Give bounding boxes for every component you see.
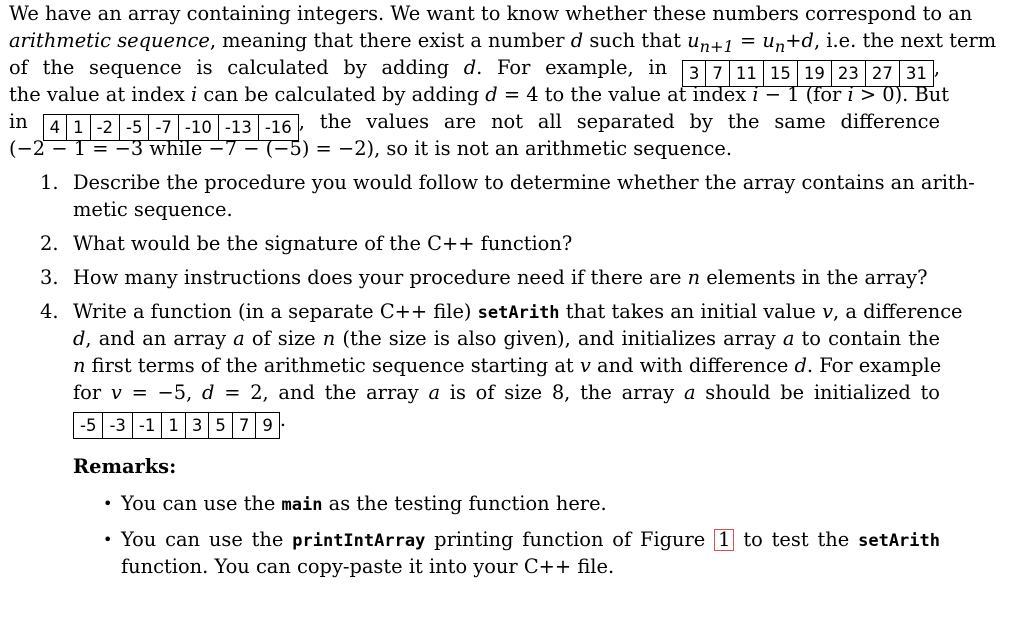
- remark-2-line-1: [121, 528, 940, 553]
- intro-text: =: [733, 29, 763, 52]
- question-4-line-3: [73, 354, 940, 378]
- array-cell: -7: [148, 115, 177, 140]
- question-number: 4.: [40, 300, 59, 323]
- array-cell: -10: [178, 115, 218, 140]
- remark-text: printing function of Figure: [425, 528, 715, 551]
- intro-text: , the values are not all separated by the same difference: [298, 110, 940, 133]
- remark-2-line-2: [121, 555, 940, 579]
- remark-text: You can use the: [121, 528, 293, 551]
- question-text: first terms of the arithmetic sequence starting at: [85, 354, 580, 377]
- intro-line-5: [9, 110, 940, 137]
- question-text: , a difference: [833, 300, 963, 323]
- question-text: for: [73, 381, 111, 404]
- array-cell: 1: [161, 413, 185, 438]
- question-text: (the size is also given), and initializes array: [335, 327, 783, 350]
- question-text: . For example: [806, 354, 942, 377]
- array-cell: -3: [102, 413, 131, 438]
- var-d: d: [485, 83, 498, 106]
- question-text: and with difference: [590, 354, 795, 377]
- intro-text: > 0). But: [853, 83, 950, 106]
- array-cell: -1: [132, 413, 161, 438]
- var-d: d: [463, 56, 477, 79]
- intro-text: in: [9, 110, 28, 133]
- intro-line-3: [9, 56, 940, 83]
- remark-text: You can use the: [121, 492, 282, 515]
- intro-line-2: [9, 29, 997, 56]
- question-text: should be initialized to: [695, 381, 940, 404]
- intro-text: We have an array containing integers. We want to know whether these numbers correspond to an: [9, 2, 973, 25]
- intro-text: (−2 − 1 = −3 while −7 − (−5) = −2), so it is not an arithmetic sequence.: [9, 137, 733, 160]
- var-a: a: [683, 381, 696, 404]
- intro-text: the value at index: [9, 83, 191, 106]
- intro-text: ,: [933, 56, 940, 79]
- var-n: n: [73, 354, 86, 377]
- var-d: d: [570, 29, 584, 52]
- var-d: d: [202, 381, 215, 404]
- intro-text: , meaning that there exist a number: [209, 29, 571, 52]
- array-cell: 11: [729, 61, 763, 86]
- question-1-line-2: [73, 198, 940, 222]
- example-array-setarith: [73, 412, 280, 439]
- array-cell: 4: [49, 118, 61, 137]
- question-text: = 2, and the array: [214, 381, 429, 404]
- question-2-line-1: [73, 232, 940, 256]
- question-text: , and an array: [85, 327, 234, 350]
- array-cell: 31: [899, 61, 933, 86]
- intro-text: . For example, in: [476, 56, 668, 79]
- var-a: a: [782, 327, 795, 350]
- array-cell: 7: [232, 413, 256, 438]
- var-u: u: [687, 29, 700, 52]
- question-text: How many instructions does your procedure need if there are: [73, 266, 688, 289]
- question-number: 3.: [40, 266, 59, 289]
- remark-text: function. You can copy-paste it into your C++ file.: [121, 555, 615, 578]
- array-cell: 9: [255, 413, 279, 438]
- question-4-line-2: [73, 327, 940, 351]
- var-u: u: [762, 29, 775, 52]
- intro-line-1: [9, 2, 973, 26]
- var-a: a: [428, 381, 441, 404]
- array-cell: 23: [831, 61, 865, 86]
- intro-text: , i.e. the next term: [813, 29, 997, 52]
- intro-line-6: [9, 137, 940, 161]
- question-number: 1.: [40, 171, 59, 194]
- array-cell: 1: [66, 115, 90, 140]
- code-setArith: setArith: [858, 531, 940, 551]
- array-cell: -16: [258, 115, 298, 140]
- question-text: that takes an initial value: [559, 300, 823, 323]
- code-setArith: setArith: [477, 303, 560, 323]
- question-4-line-1: [73, 300, 963, 324]
- array-cell: 3: [688, 64, 700, 83]
- var-d: d: [73, 327, 86, 350]
- array-cell: 7: [705, 61, 729, 86]
- array-cell: 19: [797, 61, 831, 86]
- question-text: .: [279, 408, 287, 431]
- remark-text: to test the: [734, 528, 859, 551]
- code-printIntArray: printIntArray: [292, 531, 426, 551]
- intro-text: of the sequence is calculated by adding: [9, 56, 464, 79]
- term-arithmetic-sequence: arithmetic sequence: [9, 29, 210, 52]
- intro-text: = 4 to the value at index: [497, 83, 753, 106]
- question-text: to contain the: [794, 327, 940, 350]
- intro-text: +: [785, 29, 802, 52]
- subscript-n: n: [774, 36, 786, 56]
- figure-reference-link[interactable]: 1: [714, 529, 734, 551]
- intro-line-4: [9, 83, 950, 107]
- question-text: What would be the signature of the C++ function?: [73, 232, 573, 255]
- var-n: n: [687, 266, 701, 289]
- remark-text: as the testing function here.: [322, 492, 607, 515]
- intro-text: − 1 (for: [758, 83, 848, 106]
- array-cell: -5: [119, 115, 148, 140]
- var-v: v: [579, 354, 591, 377]
- intro-text: can be calculated by adding: [197, 83, 486, 106]
- var-i: i: [752, 83, 759, 106]
- bullet-icon: •: [103, 494, 113, 513]
- question-3-line-1: [73, 266, 940, 290]
- array-cell: 5: [208, 413, 232, 438]
- var-i: i: [847, 83, 854, 106]
- question-text: elements in the array?: [700, 266, 928, 289]
- question-number: 2.: [40, 232, 59, 255]
- question-4-line-5: [73, 408, 940, 435]
- question-4-line-4: [73, 381, 940, 405]
- array-cell: 27: [865, 61, 899, 86]
- var-v: v: [110, 381, 122, 404]
- var-n: n: [322, 327, 336, 350]
- question-1-line-1: [73, 171, 975, 195]
- question-text: metic sequence.: [73, 198, 233, 221]
- code-main: main: [281, 495, 323, 515]
- array-cell: 3: [185, 413, 209, 438]
- remark-1: [121, 492, 940, 517]
- question-text: of size: [244, 327, 323, 350]
- var-d: d: [801, 29, 814, 52]
- var-v: v: [822, 300, 834, 323]
- array-cell: -13: [218, 115, 258, 140]
- bullet-icon: •: [103, 530, 113, 549]
- array-cell: -5: [80, 416, 97, 435]
- var-i: i: [190, 83, 198, 106]
- remarks-heading: Remarks:: [73, 455, 177, 478]
- question-text: Describe the procedure you would follow to determine whether the array contains an arith-: [73, 171, 975, 194]
- array-cell: -2: [90, 115, 119, 140]
- var-a: a: [233, 327, 245, 350]
- subscript-n-plus-1: n+1: [699, 36, 734, 56]
- array-cell: 15: [763, 61, 797, 86]
- question-text: = −5,: [121, 381, 203, 404]
- question-text: Write a function (in a separate C++ file): [73, 300, 478, 323]
- intro-text: such that: [583, 29, 688, 52]
- question-text: is of size 8, the array: [440, 381, 684, 404]
- var-d: d: [794, 354, 807, 377]
